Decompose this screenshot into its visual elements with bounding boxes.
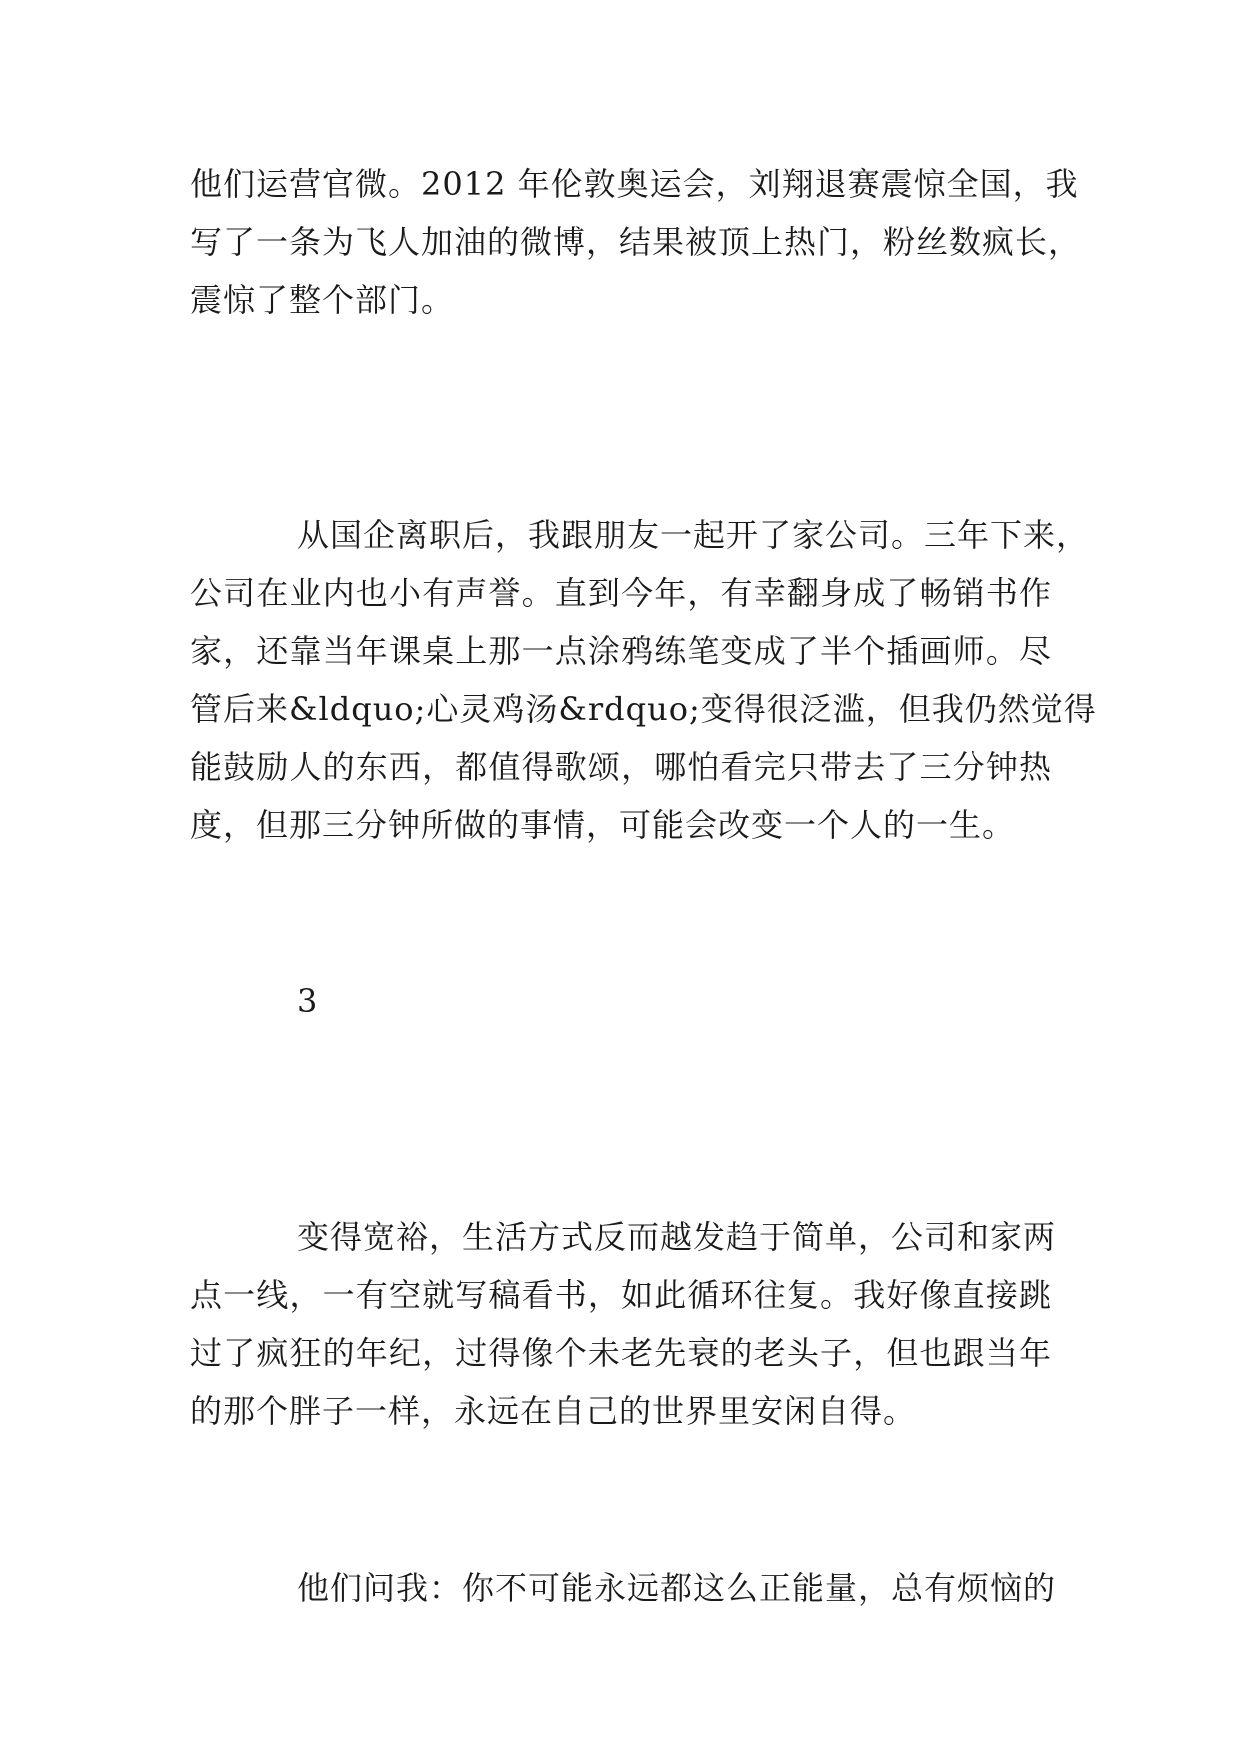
paragraph-2-line-4: 管后来&ldquo;心灵鸡汤&rdquo;变得很泛滥，但我仍然觉得 [190, 690, 1097, 728]
paragraph-1-line-1: 他们运营官微。2012 年伦敦奥运会，刘翔退赛震惊全国，我 [190, 165, 1079, 203]
paragraph-2-line-5: 能鼓励人的东西，都值得歌颂，哪怕看完只带去了三分钟热 [190, 748, 1052, 786]
paragraph-2-line-1: 从国企离职后，我跟朋友一起开了家公司。三年下来， [297, 516, 1090, 554]
paragraph-2-line-6: 度，但那三分钟所做的事情，可能会改变一个人的一生。 [190, 806, 1016, 844]
paragraph-2-line-2: 公司在业内也小有声誉。直到今年，有幸翻身成了畅销书作 [190, 574, 1052, 612]
section-number: 3 [297, 982, 318, 1020]
paragraph-1-line-3: 震惊了整个部门。 [190, 281, 455, 319]
paragraph-3-line-1: 变得宽裕，生活方式反而越发趋于简单，公司和家两 [297, 1218, 1057, 1256]
paragraph-1-line-2: 写了一条为飞人加油的微博，结果被顶上热门，粉丝数疯长， [190, 223, 1082, 261]
paragraph-2-line-3: 家，还靠当年课桌上那一点涂鸦练笔变成了半个插画师。尽 [190, 632, 1052, 670]
paragraph-3-line-2: 点一线，一有空就写稿看书，如此循环往复。我好像直接跳 [190, 1276, 1052, 1314]
paragraph-4-line-1: 他们问我：你不可能永远都这么正能量，总有烦恼的 [297, 1569, 1057, 1607]
paragraph-3-line-3: 过了疯狂的年纪，过得像个未老先衰的老头子，但也跟当年 [190, 1334, 1052, 1372]
paragraph-3-line-4: 的那个胖子一样，永远在自己的世界里安闲自得。 [190, 1392, 917, 1430]
